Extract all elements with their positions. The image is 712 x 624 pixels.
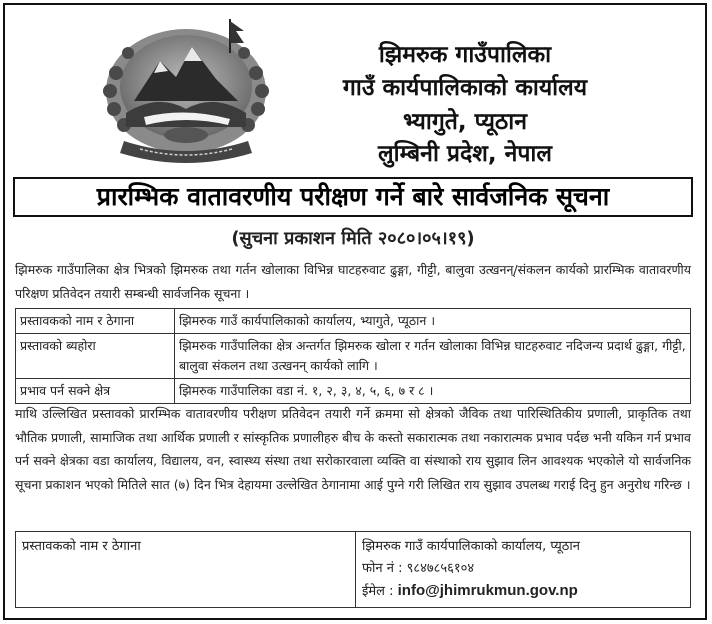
row-value: झिमरुक गाउँपालिका क्षेत्र अन्तर्गत झिमरुक खोला र गर्तन खोलाका विभिन्न घाटहरुवाट नदिजन्य प्रदार्थ ढुङ्गा, गीट्टी, बालुवा संकलन तथा उत्खनन् कार्यको लागि । [175,334,691,379]
contact-details [356,532,691,608]
table-row [16,309,691,334]
proposal-table [15,308,691,404]
contact-table [15,531,691,608]
table-row [16,379,691,404]
email-label: ईमेल : [362,584,398,599]
notice-title: प्रारम्भिक वातावरणीय परीक्षण गर्ने बारे सार्वजनिक सूचना [13,177,693,217]
row-label: प्रभाव पर्न सक्ने क्षेत्र [16,379,175,404]
office-location: भ्यागुते, प्यूठान [402,109,528,135]
province-country: लुम्बिनी प्रदेश, नेपाल [378,141,552,167]
office-name: गाउँ कार्यपालिकाको कार्यालय [342,75,588,101]
row-label: प्रस्तावको ब्यहोरा [16,334,175,379]
contact-label: प्रस्तावकको नाम र ठेगाना [16,532,356,608]
table-row [16,532,691,608]
contact-office: झिमरुक गाउँ कार्यपालिकाको कार्यालय, प्यूठान [362,539,580,554]
row-value: झिमरुक गाउँपालिका वडा नं. १, २, ३, ४, ५, ६, ७ र ८ । [175,379,691,404]
contact-email-line [362,580,684,603]
contact-phone: फोन नं : ९८४७८५६१०४ [362,561,475,576]
nepal-government-emblem-icon [88,13,284,163]
intro-paragraph: झिमरुक गाउँपालिका क्षेत्र भित्रको झिमरुक तथा गर्तन खोलाका विभिन्न घाटहरुवाट ढुङ्गा, गीट्टी, बालुवा उत्खनन्/संकलन कार्यको प्रारम्भिक वातावरणीय परिक्षण प्रतिवेदन तयारी सम्बन्धी सार्वजनिक सूचना । [15,262,691,301]
table-row [16,334,691,379]
municipality-name: झिमरुक गाउँपालिका [378,42,552,68]
email-link[interactable]: info@jhimrukmun.gov.np [397,582,578,599]
body-paragraph: माथि उल्लिखित प्रस्तावको प्रारम्भिक वातावरणीय परीक्षण प्रतिवेदन तयारी गर्ने क्रममा सो क्षेत्रको जैविक तथा पारिस्थितिकीय प्रणाली, प्राकृतिक तथा भौतिक प्रणाली, सामाजिक तथा आर्थिक प्रणाली र सांस्कृतिक प्रणालीहरु बीच के कस्तो सकारात्मक तथा नकारात्मक प्रभाव पर्दछ भनी यकिन गर्न प्रभाव पर्न सक्ने क्षेत्रका वडा कार्यालय, विद्यालय, वन, स्वास्थ्य संस्था तथा सरोकारवाला व्यक्ति वा संस्थाको राय सुझाव लिन आवश्यक भएकोले यो सार्वजनिक सूचना प्रकाशन भएको मितिले सात (७) दिन भित्र देहायमा उल्लेखित ठेगानामा आई पुग्ने गरी लिखित राय सुझाव उपलब्ध गराई दिनु हुन अनुरोध गरिन्छ । [15,406,691,492]
row-value: झिमरुक गाउँ कार्यपालिकाको कार्यालय, भ्यागुते, प्यूठान । [175,309,691,334]
publication-date: (सुचना प्रकाशन मिति २०८०।०५।१९) [231,228,475,249]
row-label: प्रस्तावकको नाम र ठेगाना [16,309,175,334]
